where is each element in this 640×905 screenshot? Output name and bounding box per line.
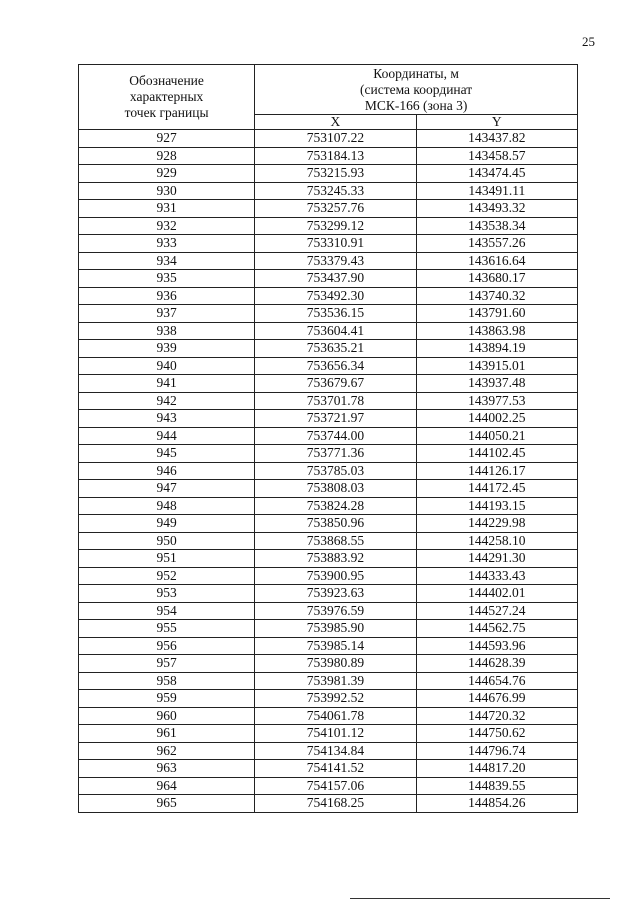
- table-row: [79, 165, 578, 183]
- cell-point-id: 936: [79, 287, 255, 305]
- cell-y: 143977.53: [416, 392, 577, 410]
- point-header-line: Обозначение: [129, 73, 204, 88]
- table-row: [79, 182, 578, 200]
- cell-y: 143493.32: [416, 200, 577, 218]
- cell-point-id: 932: [79, 217, 255, 235]
- table-row: [79, 217, 578, 235]
- cell-point-id: 930: [79, 182, 255, 200]
- cell-y: 144402.01: [416, 585, 577, 603]
- table-row: [79, 585, 578, 603]
- cell-point-id: 957: [79, 655, 255, 673]
- cell-point-id: 956: [79, 637, 255, 655]
- table-row: [79, 515, 578, 533]
- cell-point-id: 943: [79, 410, 255, 428]
- cell-x: 753492.30: [255, 287, 416, 305]
- cell-point-id: 964: [79, 777, 255, 795]
- footer-divider: [350, 898, 610, 899]
- cell-point-id: 952: [79, 567, 255, 585]
- cell-x: 753635.21: [255, 340, 416, 358]
- table-row: [79, 445, 578, 463]
- cell-y: 144676.99: [416, 690, 577, 708]
- cell-y: 144291.30: [416, 550, 577, 568]
- table-row: [79, 550, 578, 568]
- table-row: [79, 637, 578, 655]
- table-row: [79, 357, 578, 375]
- cell-x: 753771.36: [255, 445, 416, 463]
- cell-x: 753679.67: [255, 375, 416, 393]
- cell-x: 754101.12: [255, 725, 416, 743]
- cell-y: 143937.48: [416, 375, 577, 393]
- cell-y: 144750.62: [416, 725, 577, 743]
- cell-y: 143894.19: [416, 340, 577, 358]
- table-row: [79, 497, 578, 515]
- cell-x: 753721.97: [255, 410, 416, 428]
- cell-point-id: 941: [79, 375, 255, 393]
- cell-y: 144654.76: [416, 672, 577, 690]
- cell-x: 753808.03: [255, 480, 416, 498]
- table-row: [79, 532, 578, 550]
- table-row: [79, 707, 578, 725]
- cell-y: 143740.32: [416, 287, 577, 305]
- cell-point-id: 958: [79, 672, 255, 690]
- cell-point-id: 959: [79, 690, 255, 708]
- cell-x: 753980.89: [255, 655, 416, 673]
- cell-x: 753744.00: [255, 427, 416, 445]
- cell-point-id: 962: [79, 742, 255, 760]
- point-header-line: точек границы: [124, 105, 209, 120]
- table-row: [79, 567, 578, 585]
- cell-x: 753107.22: [255, 130, 416, 148]
- coords-header-line: МСК-166 (зона 3): [364, 98, 468, 113]
- cell-x: 753883.92: [255, 550, 416, 568]
- cell-y: 143437.82: [416, 130, 577, 148]
- table-row: [79, 235, 578, 253]
- cell-point-id: 937: [79, 305, 255, 323]
- table-row: [79, 305, 578, 323]
- coords-header-line: (система координат: [359, 82, 473, 97]
- table-row: [79, 410, 578, 428]
- cell-x: 753379.43: [255, 252, 416, 270]
- cell-x: 753985.14: [255, 637, 416, 655]
- cell-y: 144258.10: [416, 532, 577, 550]
- table-row: [79, 340, 578, 358]
- cell-y: 143557.26: [416, 235, 577, 253]
- cell-y: 144593.96: [416, 637, 577, 655]
- cell-x: 753923.63: [255, 585, 416, 603]
- table-row: [79, 602, 578, 620]
- cell-x: 753824.28: [255, 497, 416, 515]
- cell-x: 753604.41: [255, 322, 416, 340]
- cell-point-id: 927: [79, 130, 255, 148]
- cell-x: 753992.52: [255, 690, 416, 708]
- table-header: [79, 65, 578, 130]
- table-row: [79, 427, 578, 445]
- table-row: [79, 795, 578, 813]
- cell-y: 143791.60: [416, 305, 577, 323]
- point-header-line: характерных: [129, 89, 204, 104]
- cell-x: 753310.91: [255, 235, 416, 253]
- cell-y: 143915.01: [416, 357, 577, 375]
- cell-x: 754157.06: [255, 777, 416, 795]
- cell-point-id: 944: [79, 427, 255, 445]
- cell-y: 144562.75: [416, 620, 577, 638]
- cell-y: 144628.39: [416, 655, 577, 673]
- cell-point-id: 951: [79, 550, 255, 568]
- cell-point-id: 954: [79, 602, 255, 620]
- table-row: [79, 252, 578, 270]
- table-row: [79, 287, 578, 305]
- cell-y: 144839.55: [416, 777, 577, 795]
- cell-x: 753981.39: [255, 672, 416, 690]
- cell-point-id: 950: [79, 532, 255, 550]
- table-row: [79, 655, 578, 673]
- table-row: [79, 777, 578, 795]
- cell-x: 753785.03: [255, 462, 416, 480]
- cell-point-id: 939: [79, 340, 255, 358]
- cell-x: 753701.78: [255, 392, 416, 410]
- cell-point-id: 955: [79, 620, 255, 638]
- cell-point-id: 938: [79, 322, 255, 340]
- cell-x: 753900.95: [255, 567, 416, 585]
- cell-y: 144817.20: [416, 760, 577, 778]
- table-row: [79, 620, 578, 638]
- cell-y: 144102.45: [416, 445, 577, 463]
- cell-point-id: 953: [79, 585, 255, 603]
- y-column-header: Y: [416, 115, 577, 130]
- cell-point-id: 929: [79, 165, 255, 183]
- cell-x: 753245.33: [255, 182, 416, 200]
- table-row: [79, 147, 578, 165]
- table-row: [79, 725, 578, 743]
- table-row: [79, 690, 578, 708]
- cell-x: 753257.76: [255, 200, 416, 218]
- page-number: 25: [582, 34, 595, 49]
- cell-point-id: 960: [79, 707, 255, 725]
- cell-y: 144193.15: [416, 497, 577, 515]
- cell-y: 143680.17: [416, 270, 577, 288]
- cell-y: 143616.64: [416, 252, 577, 270]
- cell-point-id: 965: [79, 795, 255, 813]
- cell-point-id: 961: [79, 725, 255, 743]
- cell-x: 753299.12: [255, 217, 416, 235]
- cell-x: 753184.13: [255, 147, 416, 165]
- coords-header-line: Координаты, м: [373, 66, 459, 81]
- table-row: [79, 270, 578, 288]
- cell-y: 144333.43: [416, 567, 577, 585]
- cell-y: 144527.24: [416, 602, 577, 620]
- cell-y: 143538.34: [416, 217, 577, 235]
- cell-point-id: 934: [79, 252, 255, 270]
- cell-point-id: 963: [79, 760, 255, 778]
- table-row: [79, 130, 578, 148]
- cell-x: 753656.34: [255, 357, 416, 375]
- cell-point-id: 947: [79, 480, 255, 498]
- table-row: [79, 392, 578, 410]
- x-column-header: X: [255, 115, 416, 130]
- table-row: [79, 375, 578, 393]
- cell-y: 144229.98: [416, 515, 577, 533]
- cell-y: 144854.26: [416, 795, 577, 813]
- cell-point-id: 933: [79, 235, 255, 253]
- cell-x: 753868.55: [255, 532, 416, 550]
- cell-point-id: 946: [79, 462, 255, 480]
- table-row: [79, 672, 578, 690]
- table-row: [79, 742, 578, 760]
- cell-point-id: 949: [79, 515, 255, 533]
- point-header: [79, 65, 255, 130]
- cell-y: 143474.45: [416, 165, 577, 183]
- cell-point-id: 935: [79, 270, 255, 288]
- cell-x: 754168.25: [255, 795, 416, 813]
- cell-point-id: 945: [79, 445, 255, 463]
- cell-x: 753850.96: [255, 515, 416, 533]
- cell-point-id: 928: [79, 147, 255, 165]
- coords-header: [255, 65, 578, 115]
- coordinates-table: [78, 64, 578, 813]
- cell-y: 143863.98: [416, 322, 577, 340]
- cell-point-id: 948: [79, 497, 255, 515]
- cell-y: 144050.21: [416, 427, 577, 445]
- cell-point-id: 942: [79, 392, 255, 410]
- cell-y: 143491.11: [416, 182, 577, 200]
- cell-x: 754134.84: [255, 742, 416, 760]
- table-row: [79, 322, 578, 340]
- cell-y: 144126.17: [416, 462, 577, 480]
- cell-y: 144002.25: [416, 410, 577, 428]
- table-row: [79, 760, 578, 778]
- cell-x: 753437.90: [255, 270, 416, 288]
- cell-y: 144796.74: [416, 742, 577, 760]
- cell-y: 144720.32: [416, 707, 577, 725]
- cell-point-id: 940: [79, 357, 255, 375]
- cell-x: 754141.52: [255, 760, 416, 778]
- table-row: [79, 200, 578, 218]
- cell-point-id: 931: [79, 200, 255, 218]
- table-row: [79, 480, 578, 498]
- cell-x: 754061.78: [255, 707, 416, 725]
- cell-x: 753536.15: [255, 305, 416, 323]
- cell-x: 753976.59: [255, 602, 416, 620]
- cell-y: 144172.45: [416, 480, 577, 498]
- table-body: [79, 130, 578, 813]
- cell-x: 753215.93: [255, 165, 416, 183]
- cell-y: 143458.57: [416, 147, 577, 165]
- cell-x: 753985.90: [255, 620, 416, 638]
- table-row: [79, 462, 578, 480]
